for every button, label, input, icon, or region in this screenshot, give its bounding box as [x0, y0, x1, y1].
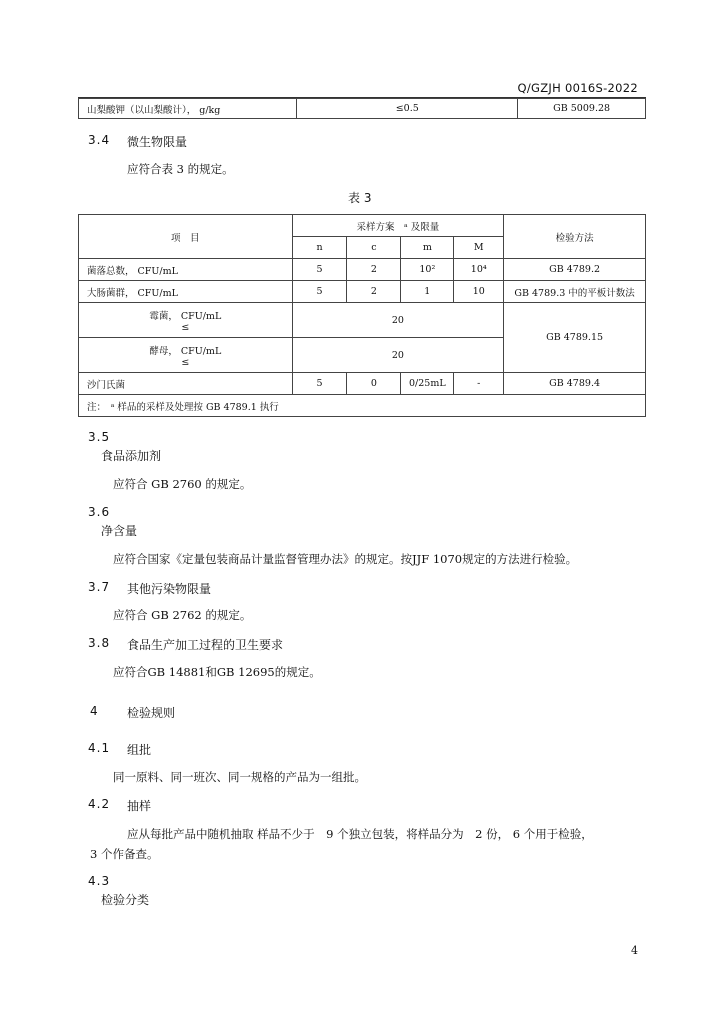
section-title: 组批 — [127, 743, 152, 757]
section-title: 食品添加剂 — [101, 449, 162, 463]
table-row — [79, 99, 646, 119]
value-cell: 20 — [292, 303, 504, 338]
item-cell — [79, 338, 293, 373]
item-cell — [79, 303, 293, 338]
continued-table — [78, 98, 646, 119]
section-title: 微生物限量 — [127, 135, 188, 149]
value-cell: 20 — [292, 338, 504, 373]
paragraph: 应符合GB 14881和GB 12695的规定。 — [113, 665, 321, 679]
paragraph-line: 3 个作备查。 — [90, 847, 159, 861]
n-cell: 5 — [292, 281, 347, 303]
paragraph: 应符合 GB 2760 的规定。 — [113, 477, 252, 491]
table-row — [79, 259, 646, 281]
m-cell: 1 — [401, 281, 454, 303]
item-label: 酵母， CFU/mL — [149, 345, 222, 357]
n-cell: 5 — [292, 259, 347, 281]
section-title: 抽样 — [127, 799, 152, 813]
item-cell: 大肠菌群， CFU/mL — [79, 281, 293, 303]
table-3 — [78, 214, 646, 417]
item-cell: 沙门氏菌 — [79, 373, 293, 395]
M-cell: - — [454, 373, 504, 395]
page-number: 4 — [631, 944, 638, 957]
paragraph: 同一原料、同一班次、同一规格的产品为一组批。 — [113, 770, 366, 784]
method-cell: GB 5009.28 — [518, 99, 646, 119]
section-number: 3.4 — [88, 133, 111, 147]
method-cell: GB 4789.2 — [504, 259, 646, 281]
method-cell: GB 4789.4 — [504, 373, 646, 395]
table-note: 注： ᵃ 样品的采样及处理按 GB 4789.1 执行 — [79, 395, 646, 417]
section-title: 检验规则 — [127, 706, 176, 720]
header-m: m — [401, 237, 454, 259]
section-title: 食品生产加工过程的卫生要求 — [127, 638, 284, 652]
section-title: 净含量 — [101, 524, 138, 538]
item-cell: 菌落总数， CFU/mL — [79, 259, 293, 281]
table-row — [79, 303, 646, 338]
paragraph: 应符合表 3 的规定。 — [127, 162, 234, 176]
document-code: Q/GZJH 0016S-2022 — [517, 81, 638, 95]
section-number: 4.1 — [88, 741, 111, 755]
m-cell: 0/25mL — [401, 373, 454, 395]
header-method: 检验方法 — [504, 215, 646, 259]
table-note-row — [79, 395, 646, 417]
limit-cell: ≤0.5 — [297, 99, 518, 119]
header-item: 项 目 — [79, 215, 293, 259]
method-cell: GB 4789.15 — [504, 303, 646, 373]
paragraph: 应符合国家《定量包装商品计量监督管理办法》的规定。按JJF 1070规定的方法进行检验。 — [113, 552, 578, 566]
table-caption: 表 3 — [348, 191, 372, 205]
paragraph-line: 应从每批产品中随机抽取 样品不少于 9 个独立包装，将样品分为 2 份， 6 个用于检验， — [127, 827, 593, 841]
n-cell: 5 — [292, 373, 347, 395]
M-cell: 10⁴ — [454, 259, 504, 281]
paragraph: 应符合 GB 2762 的规定。 — [113, 608, 252, 622]
section-number: 4 — [90, 704, 99, 718]
item-cell: 山梨酸钾（以山梨酸计）， g/kg — [79, 99, 297, 119]
c-cell: 2 — [347, 281, 401, 303]
c-cell: 2 — [347, 259, 401, 281]
m-cell: 10² — [401, 259, 454, 281]
c-cell: 0 — [347, 373, 401, 395]
section-number: 4.3 — [88, 874, 111, 888]
item-limit-sign: ≤ — [181, 356, 190, 368]
item-limit-sign: ≤ — [181, 321, 190, 333]
table-row — [79, 373, 646, 395]
section-title: 其他污染物限量 — [127, 582, 212, 596]
method-cell: GB 4789.3 中的平板计数法 — [504, 281, 646, 303]
section-number: 3.6 — [88, 505, 111, 519]
header-c: c — [347, 237, 401, 259]
section-title: 检验分类 — [101, 893, 150, 907]
table-row — [79, 281, 646, 303]
section-number: 4.2 — [88, 797, 111, 811]
item-label: 霉菌， CFU/mL — [149, 310, 222, 322]
header-n: n — [292, 237, 347, 259]
M-cell: 10 — [454, 281, 504, 303]
section-number: 3.5 — [88, 430, 111, 444]
header-plan: 采样方案 ᵃ 及限量 — [292, 215, 504, 237]
section-number: 3.7 — [88, 580, 111, 594]
header-M: M — [454, 237, 504, 259]
table-header-row — [79, 215, 646, 237]
section-number: 3.8 — [88, 636, 111, 650]
